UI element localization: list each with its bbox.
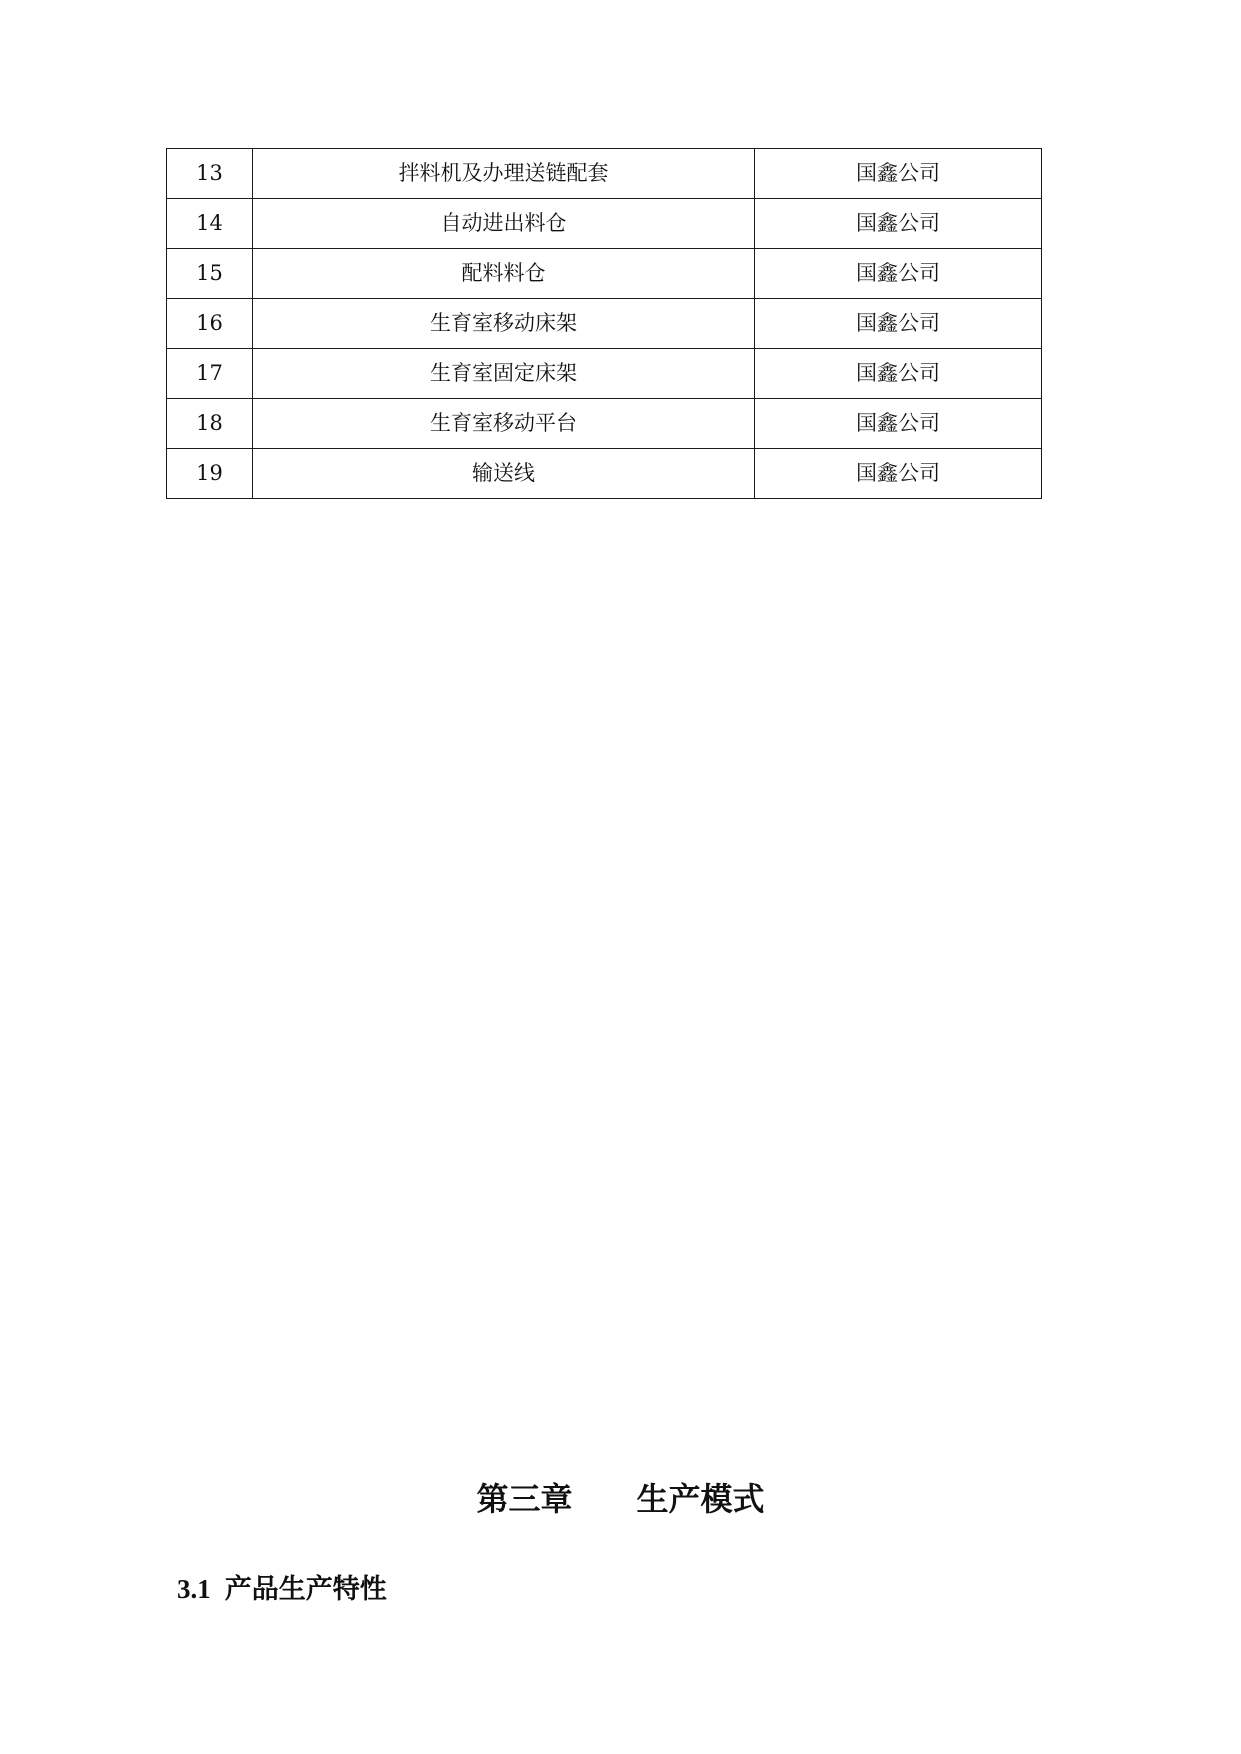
equipment-name-cell: 生育室移动平台 — [253, 399, 755, 449]
row-number-cell: 13 — [167, 149, 253, 199]
equipment-name-cell: 拌料机及办理送链配套 — [253, 149, 755, 199]
table-row — [167, 349, 1042, 399]
equipment-name-cell: 自动进出料仓 — [253, 199, 755, 249]
table-row — [167, 199, 1042, 249]
supplier-cell: 国鑫公司 — [755, 149, 1042, 199]
chapter-number-label: 第三章 — [476, 1480, 573, 1519]
row-number-cell: 15 — [167, 249, 253, 299]
section-heading — [177, 1572, 387, 1607]
supplier-cell: 国鑫公司 — [755, 399, 1042, 449]
equipment-name-cell: 配料料仓 — [253, 249, 755, 299]
table-row — [167, 449, 1042, 499]
row-number-cell: 14 — [167, 199, 253, 249]
supplier-cell: 国鑫公司 — [755, 199, 1042, 249]
supplier-cell: 国鑫公司 — [755, 449, 1042, 499]
chapter-title — [0, 1479, 1241, 1519]
table-row — [167, 149, 1042, 199]
supplier-cell: 国鑫公司 — [755, 249, 1042, 299]
row-number-cell: 19 — [167, 449, 253, 499]
row-number-cell: 16 — [167, 299, 253, 349]
chapter-name: 生产模式 — [636, 1480, 765, 1519]
equipment-name-cell: 生育室固定床架 — [253, 349, 755, 399]
row-number-cell: 17 — [167, 349, 253, 399]
supplier-cell: 国鑫公司 — [755, 349, 1042, 399]
table-row — [167, 249, 1042, 299]
equipment-name-cell: 生育室移动床架 — [253, 299, 755, 349]
equipment-table — [166, 148, 1042, 499]
table-row — [167, 399, 1042, 449]
section-number: 3.1 — [177, 1574, 211, 1605]
table-row — [167, 299, 1042, 349]
section-title: 产品生产特性 — [224, 1574, 387, 1606]
equipment-name-cell: 输送线 — [253, 449, 755, 499]
row-number-cell: 18 — [167, 399, 253, 449]
supplier-cell: 国鑫公司 — [755, 299, 1042, 349]
